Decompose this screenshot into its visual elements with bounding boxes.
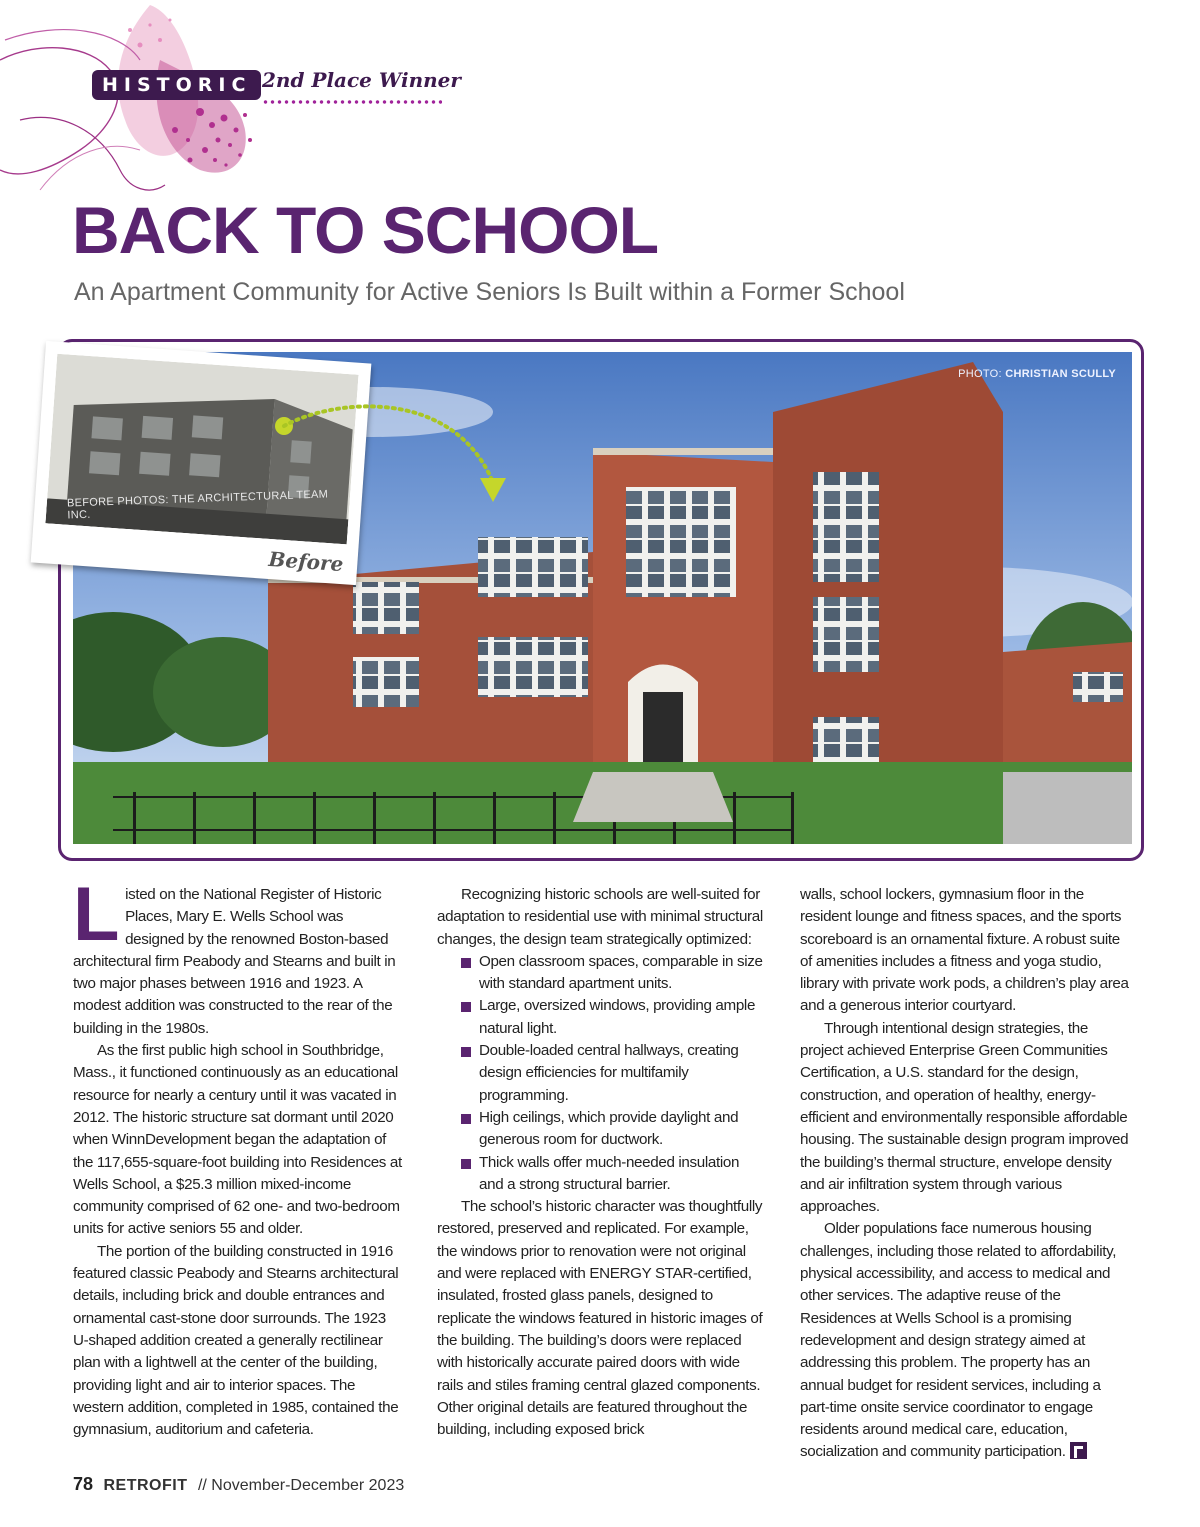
text-column-2 — [437, 884, 767, 1441]
paragraph: The portion of the building constructed in 1916 featured classic Peabody and Stearns architectural details, including brick and double entrances and ornamental cast-stone door surrounds. The 1923 U-shaped addition created a generally rectilinear plan with a lightwell at the center of the building, providing light and air to interior spaces. The western addition, completed in 1985, contained the gymnasium, auditorium and cafeteria. — [73, 1242, 399, 1439]
photo-credit-prefix: PHOTO: — [958, 368, 1002, 380]
magazine-name: RETROFIT — [103, 1477, 188, 1494]
bullet-list — [461, 951, 767, 1196]
paragraph-final-text: Older populations face numerous housing challenges, including those related to affordability, physical accessibility, and access to medical and other services. The adaptive reuse of the Residences at Wells School is a promising redevelopment and design strategy aimed at addressing this problem. The property has an annual budget for resident services, including a part-time onsite service coordinator to engage residents around medical care, education, socialization and community participation. — [800, 1220, 1117, 1461]
list-item: High ceilings, which provide daylight and generous room for ductwork. — [461, 1107, 767, 1152]
dotted-underline — [262, 100, 442, 104]
page-footer — [73, 1474, 404, 1495]
issue-date: // November-December 2023 — [197, 1477, 405, 1494]
drop-cap: L — [73, 872, 120, 957]
list-item: Open classroom spaces, comparable in size with standard apartment units. — [461, 951, 767, 996]
text-column-1 — [73, 872, 403, 1441]
category-badge: HISTORIC — [92, 70, 261, 100]
article-deck: An Apartment Community for Active Seniors Is Built within a Former School — [74, 278, 905, 306]
article-headline: BACK TO SCHOOL — [72, 193, 659, 267]
end-mark-icon — [1070, 1442, 1087, 1459]
list-item: Double-loaded central hallways, creating design efficiencies for multifamily programming. — [461, 1040, 767, 1107]
paragraph: walls, school lockers, gymnasium floor in the resident lounge and fitness spaces, and the sports scoreboard is an ornamental fixture. A robust suite of amenities includes a fitness and yoga studio, library with private work pods, a children’s play area and a generous interior courtyard. — [800, 886, 1129, 1015]
list-item: Large, oversized windows, providing ample natural light. — [461, 995, 767, 1040]
paragraph-intro-text: isted on the National Register of Historic Places, Mary E. Wells School was designed by the renowned Boston-based architectural firm Peabody and Stearns and built in two major phases between 1916 and 1923. A modest addition was constructed to the rear of the building in the 1980s. — [73, 886, 396, 1037]
paragraph-intro — [73, 872, 403, 1040]
photo-credit-name: CHRISTIAN SCULLY — [1005, 368, 1116, 380]
page-number: 78 — [73, 1474, 94, 1494]
award-label: 2nd Place Winner — [262, 68, 461, 92]
paragraph: Recognizing historic schools are well-suited for adaptation to residential use with minimal structural changes, the design team strategically optimized: — [437, 886, 763, 948]
before-photo-credit: BEFORE PHOTOS: THE ARCHITECTURAL TEAM INC. — [66, 488, 329, 522]
dotted-arrow-icon — [270, 390, 530, 540]
before-label: Before — [267, 546, 345, 577]
paragraph: Through intentional design strategies, the project achieved Enterprise Green Communities Certification, a U.S. standard for the design, construction, and operation of healthy, energy-efficient and environmentally responsible affordable housing. The sustainable design program improved the building’s thermal structure, envelope density and air infiltration system through various approaches. — [800, 1019, 1129, 1216]
paragraph: As the first public high school in Southbridge, Mass., it functioned continuously as an educational resource for nearly a century until it was vacated in 2012. The historic structure sat dormant until 2020 when WinnDevelopment began the adaptation of the 117,655-square-foot building into Residences at Wells School, a $25.3 million mixed-income community comprised of 62 one- and two-bedroom units for active seniors 55 and older. — [73, 1042, 402, 1238]
photo-credit — [958, 368, 1116, 380]
list-item: Thick walls offer much-needed insulation and a strong structural barrier. — [461, 1152, 767, 1197]
paragraph: The school’s historic character was thoughtfully restored, preserved and replicated. For example, the windows prior to renovation were not original and were replaced with ENERGY STAR-certified, insulated, frosted glass panels, designed to replicate the windows featured in historic images of the building. The building’s doors were replaced with historically accurate paired doors with wide rails and stiles framing central glazed components. Other original details are featured throughout the building, including exposed brick — [437, 1198, 763, 1439]
text-column-3 — [800, 884, 1130, 1464]
paragraph-final — [800, 1218, 1130, 1463]
